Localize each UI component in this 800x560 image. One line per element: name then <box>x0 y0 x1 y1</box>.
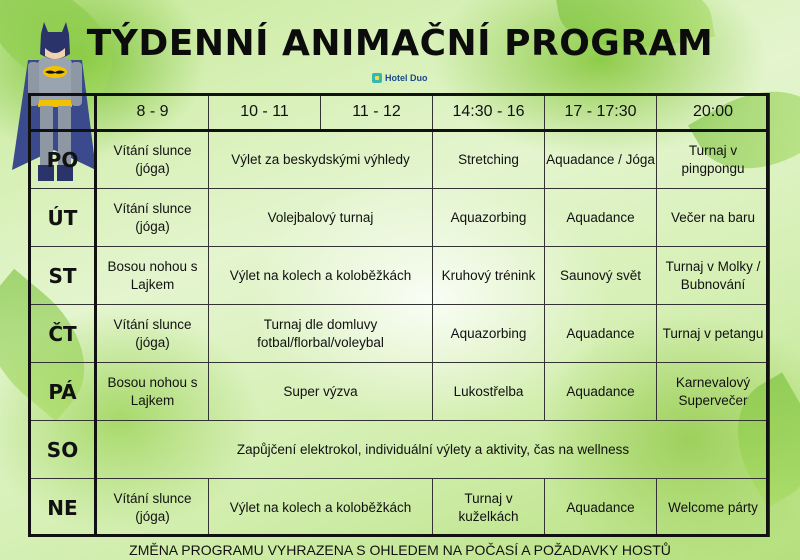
activity-cell: Turnaj v pingpongu <box>657 131 770 189</box>
table-row <box>29 363 770 421</box>
time-header: 10 - 11 <box>209 94 321 131</box>
activity-cell: Aquazorbing <box>433 189 545 247</box>
hotel-logo-icon <box>372 73 382 83</box>
activity-cell: Turnaj v Molky / Bubnování <box>657 247 770 305</box>
table-row <box>29 305 770 363</box>
day-label: PÁ <box>29 363 97 421</box>
activity-cell: Saunový svět <box>545 247 657 305</box>
table-row <box>29 421 770 479</box>
activity-cell: Vítání slunce (jóga) <box>97 131 209 189</box>
activity-cell: Welcome párty <box>657 479 770 537</box>
schedule-table <box>28 93 770 537</box>
table-row <box>29 479 770 537</box>
day-label: PO <box>29 131 97 189</box>
day-label: NE <box>29 479 97 537</box>
time-header: 17 - 17:30 <box>545 94 657 131</box>
hotel-logo-text: Hotel Duo <box>385 73 428 83</box>
time-header: 14:30 - 16 <box>433 94 545 131</box>
activity-cell: Vítání slunce (jóga) <box>97 189 209 247</box>
header-row <box>29 94 770 131</box>
activity-cell: Aquadance <box>545 363 657 421</box>
activity-cell: Super výzva <box>209 363 433 421</box>
activity-cell: Večer na baru <box>657 189 770 247</box>
time-header: 20:00 <box>657 94 770 131</box>
activity-cell: Aquazorbing <box>433 305 545 363</box>
activity-cell: Lukostřelba <box>433 363 545 421</box>
table-row <box>29 131 770 189</box>
activity-cell: Turnaj v kuželkách <box>433 479 545 537</box>
activity-cell: Volejbalový turnaj <box>209 189 433 247</box>
footer-note: ZMĚNA PROGRAMU VYHRAZENA S OHLEDEM NA POČASÍ A POŽADAVKY HOSTŮ <box>129 542 671 558</box>
table-row <box>29 247 770 305</box>
activity-cell: Turnaj dle domluvy fotbal/florbal/voleybal <box>209 305 433 363</box>
time-header: 8 - 9 <box>97 94 209 131</box>
activity-cell: Výlet na kolech a koloběžkách <box>209 247 433 305</box>
activity-cell: Aquadance <box>545 305 657 363</box>
hotel-logo <box>372 71 428 85</box>
activity-cell: Stretching <box>433 131 545 189</box>
day-label: SO <box>29 421 97 479</box>
activity-cell: Karnevalový Supervečer <box>657 363 770 421</box>
activity-cell: Aquadance <box>545 479 657 537</box>
day-label: ST <box>29 247 97 305</box>
page-title: TÝDENNÍ ANIMAČNÍ PROGRAM <box>86 23 714 64</box>
activity-cell: Kruhový trénink <box>433 247 545 305</box>
activity-cell: Vítání slunce (jóga) <box>97 305 209 363</box>
activity-cell: Bosou nohou s Lajkem <box>97 247 209 305</box>
day-label: ČT <box>29 305 97 363</box>
day-label: ÚT <box>29 189 97 247</box>
activity-cell: Vítání slunce (jóga) <box>97 479 209 537</box>
activity-cell: Aquadance <box>545 189 657 247</box>
activity-cell: Bosou nohou s Lajkem <box>97 363 209 421</box>
time-header: 11 - 12 <box>321 94 433 131</box>
activity-cell: Zapůjčení elektrokol, individuální výlety a aktivity, čas na wellness <box>97 421 770 479</box>
activity-cell: Aquadance / Jóga <box>545 131 657 189</box>
activity-cell: Turnaj v petangu <box>657 305 770 363</box>
activity-cell: Výlet na kolech a koloběžkách <box>209 479 433 537</box>
table-row <box>29 189 770 247</box>
activity-cell: Výlet za beskydskými výhledy <box>209 131 433 189</box>
header-corner <box>29 94 97 131</box>
